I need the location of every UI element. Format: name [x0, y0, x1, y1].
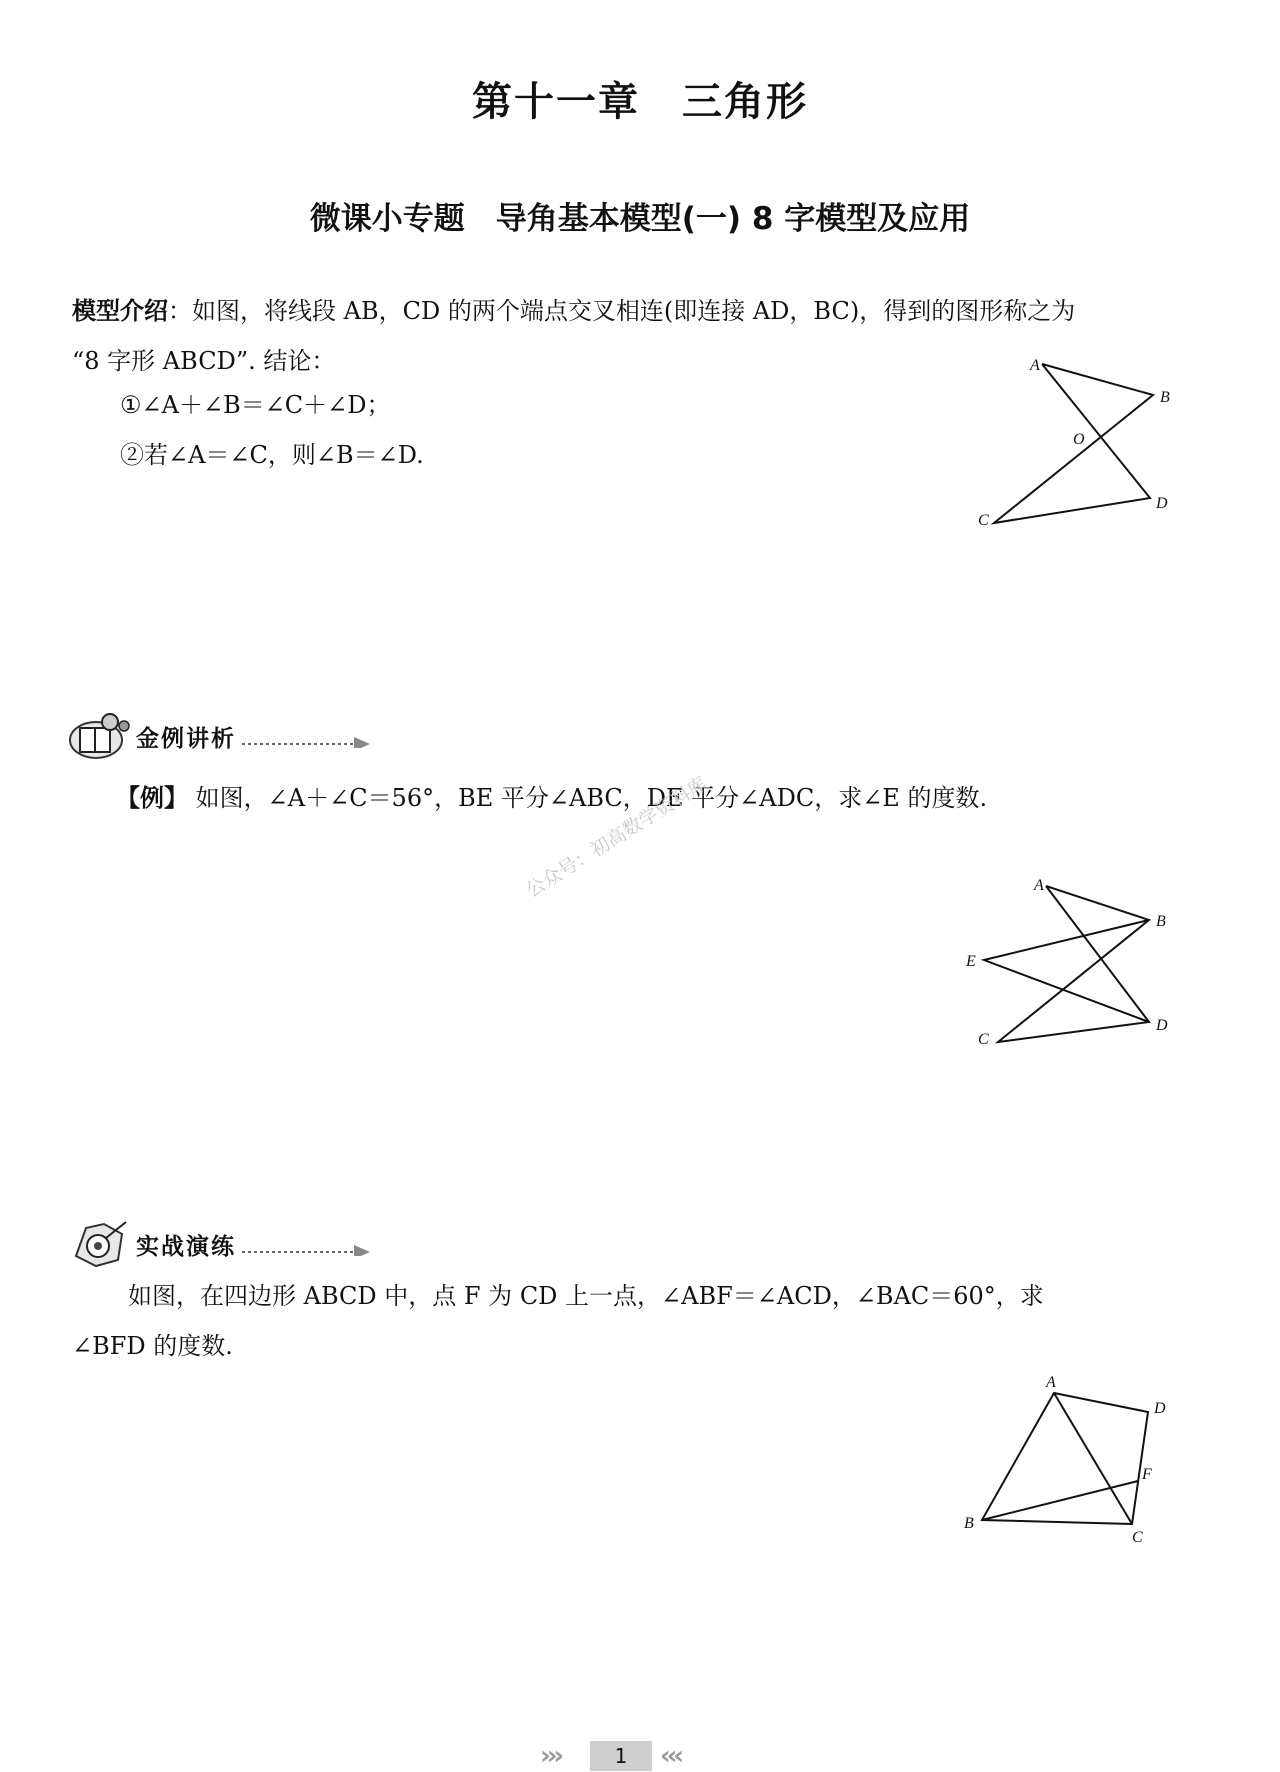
label-o: O	[1073, 431, 1085, 448]
figure-quadrilateral	[950, 1365, 1180, 1545]
label-a: A	[1030, 357, 1040, 374]
section-title: 微课小专题 导角基本模型(一) 8 字模型及应用	[309, 201, 971, 237]
practice-line-2: ∠BFD 的度数.	[72, 1332, 233, 1360]
conclusion-2: ②若∠A＝∠C，则∠B＝∠D.	[120, 441, 424, 469]
banner-arrow	[242, 724, 372, 748]
label-e: E	[966, 953, 976, 970]
label-c: C	[1132, 1529, 1143, 1545]
watermark: 公众号：初高数学资料库	[522, 772, 712, 903]
intro-line-1	[72, 293, 1192, 329]
example-question: 如图，∠A＋∠C＝56°，BE 平分∠ABC，DE 平分∠ADC，求∠E 的度数.	[195, 784, 988, 812]
label-b: B	[1156, 913, 1166, 930]
practice-line-1: 如图，在四边形 ABCD 中，点 F 为 CD 上一点，∠ABF＝∠ACD，∠BAC＝60°，求	[128, 1282, 1044, 1310]
practice-banner	[66, 1216, 372, 1272]
label-c: C	[978, 512, 989, 529]
example-tag: 【例】	[116, 784, 188, 812]
label-b: B	[1160, 389, 1170, 406]
label-d: D	[1154, 1400, 1166, 1417]
figure-bisector	[960, 870, 1180, 1060]
page-number: 1	[590, 1741, 652, 1771]
label-c: C	[978, 1031, 989, 1048]
example-banner	[66, 708, 372, 764]
chevron-left-icon: ‹‹‹	[660, 1741, 681, 1771]
intro-text: ：如图，将线段 AB，CD 的两个端点交叉相连(即连接 AD，BC)，得到的图形称之为	[168, 297, 1076, 325]
label-d: D	[1156, 495, 1168, 512]
book-icon	[66, 708, 136, 764]
label-a: A	[1034, 877, 1044, 894]
banner-arrow	[242, 1232, 372, 1256]
conclusion-1: ①∠A＋∠B＝∠C＋∠D；	[120, 391, 391, 419]
chevron-right-icon: ›››	[540, 1741, 561, 1771]
chapter-title: 第十一章 三角形	[472, 79, 808, 125]
practice-banner-title: 实战演练	[136, 1233, 236, 1260]
intro-line-2: “8 字形 ABCD”. 结论：	[72, 347, 336, 375]
label-b: B	[964, 1515, 974, 1532]
target-icon	[66, 1216, 136, 1272]
label-d: D	[1156, 1017, 1168, 1034]
example-banner-title: 金例讲析	[136, 725, 236, 752]
label-f: F	[1142, 1466, 1152, 1483]
label-a: A	[1046, 1374, 1056, 1391]
figure-8-shape	[960, 350, 1180, 540]
intro-label: 模型介绍	[72, 297, 168, 325]
